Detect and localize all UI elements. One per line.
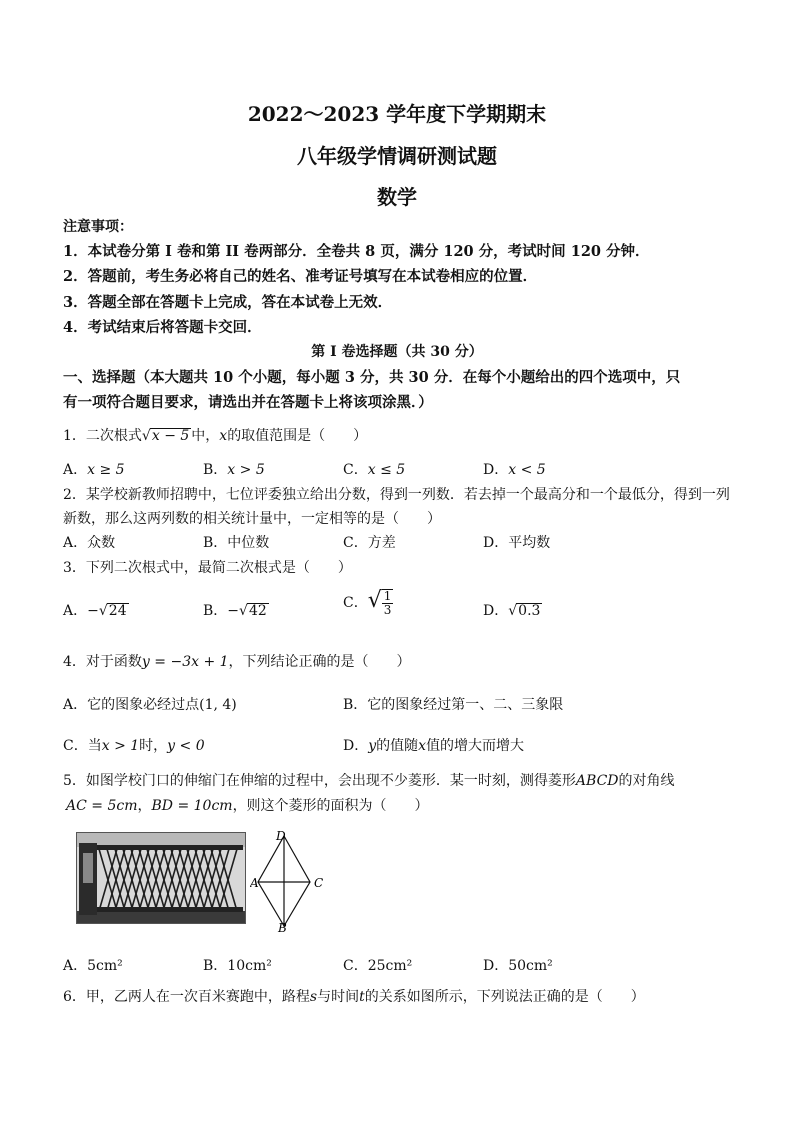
q2-option-d[interactable]: D．平均数 [483, 535, 551, 551]
section-intro-line1: 一、选择题（本大题共 10 个小题，每小题 3 分，共 30 分．在每个小题给出的四个选项中，只 [63, 369, 681, 386]
q4-option-d[interactable]: D．y的值随x值的增大而增大 [343, 738, 525, 754]
q1-radicand: x − 5 [151, 428, 190, 444]
retractable-gate-photo [76, 832, 246, 924]
exam-title-line1: 2022～2023 学年度下学期期末 [247, 102, 547, 126]
question-3-stem: 3．下列二次根式中，最简二次根式是（ ） [63, 560, 352, 576]
question-2-line1: 2．某学校新教师招聘中，七位评委独立给出分数，得到一列数．若去掉一个最高分和一个最低分，得到一列 [63, 487, 730, 503]
vertex-label-c: C [314, 876, 324, 890]
q2-option-b[interactable]: B．中位数 [203, 535, 270, 551]
notes-item-3: 3．答题全部在答题卡上完成，答在本试卷上无效． [63, 294, 393, 311]
notes-title: 注意事项： [63, 219, 133, 235]
q2-option-c[interactable]: C．方差 [343, 535, 396, 551]
exam-subject: 数学 [377, 185, 417, 209]
q3-option-b[interactable]: B．−√42 [203, 603, 267, 619]
vertex-label-d: D [276, 829, 286, 843]
radical-sign: √ [508, 603, 518, 619]
q1-option-c[interactable]: C．x ≤ 5 [343, 462, 406, 478]
section-intro-line2: 有一项符合题目要求，请选出并在答题卡上将该项涂黑．） [63, 394, 433, 411]
vertex-label-b: B [278, 921, 287, 934]
question-4-stem: 4．对于函数y = −3x + 1，下列结论正确的是（ ） [63, 654, 411, 670]
question-2-line2: 新数，那么这两列数的相关统计量中，一定相等的是（ ） [63, 511, 441, 527]
radical-sign: √ [239, 603, 248, 619]
q1-option-a[interactable]: A．x ≥ 5 [63, 462, 125, 478]
radical-sign: √ [98, 603, 108, 619]
q5-option-c[interactable]: C．25cm² [343, 958, 413, 974]
q3-option-c[interactable]: C．√ $\frac{1}{3}$ [343, 588, 392, 617]
notes-item-2: 2．答题前，考生务必将自己的姓名、准考证号填写在本试卷相应的位置． [63, 268, 538, 285]
q3-option-d[interactable]: D．√0.3 [483, 603, 541, 619]
question-5-line2: AC = 5cm，BD = 10cm，则这个菱形的面积为（ ） [66, 798, 429, 814]
gate-illustration [77, 833, 245, 923]
q2-option-a[interactable]: A．众数 [63, 535, 116, 551]
section-title: 第 I 卷选择题（共 30 分） [311, 344, 483, 360]
q1-option-b[interactable]: B．x > 5 [203, 462, 265, 478]
radical-sign: √ [141, 428, 151, 444]
vertex-label-a: A [250, 876, 259, 890]
q3-option-a[interactable]: A．−√24 [63, 603, 127, 619]
q5-option-d[interactable]: D．50cm² [483, 958, 553, 974]
notes-item-1: 1．本试卷分第 I 卷和第 II 卷两部分．全卷共 8 页，满分 120 分，考试时间 120 分钟． [63, 243, 650, 260]
radical-sign: √ [367, 588, 382, 613]
q1-option-d[interactable]: D．x < 5 [483, 462, 546, 478]
exam-title-line2: 八年级学情调研测试题 [297, 144, 497, 168]
q4-option-a[interactable]: A．它的图象必经过点(1, 4) [63, 697, 237, 713]
question-5-line1: 5．如图学校门口的伸缩门在伸缩的过程中，会出现不少菱形．某一时刻，测得菱形ABCD的对角线 [63, 773, 675, 789]
q4-option-c[interactable]: C．当x > 1时，y < 0 [63, 738, 205, 754]
q4-option-b[interactable]: B．它的图象经过第一、二、三象限 [343, 697, 564, 713]
question-1-stem: 1．二次根式√x − 5 中，x的取值范围是（ ） [63, 428, 368, 444]
question-6-stem: 6．甲，乙两人在一次百米赛跑中，路程s与时间t的关系如图所示，下列说法正确的是（ ） [63, 989, 645, 1005]
q5-option-a[interactable]: A．5cm² [63, 958, 123, 974]
rhombus-diagram [250, 826, 340, 934]
q5-option-b[interactable]: B．10cm² [203, 958, 272, 974]
notes-item-4: 4．考试结束后将答题卡交回． [63, 319, 262, 336]
